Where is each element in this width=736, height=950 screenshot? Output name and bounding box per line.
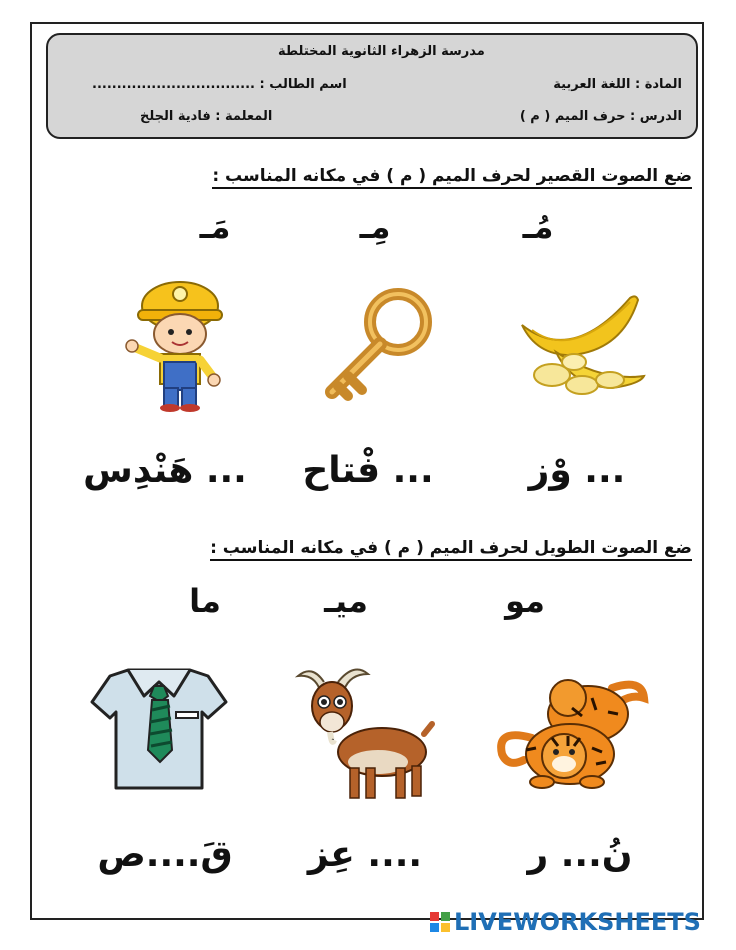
long-vowel-word-goat: .... عِز: [307, 834, 423, 875]
short-vowel-word-engineer: ... هَنْدِس: [83, 450, 247, 491]
shirt-icon: [88, 662, 230, 792]
liveworksheets-logo-icon: [430, 912, 450, 932]
long-vowel-option-waw[interactable]: مو: [505, 582, 545, 620]
section2-instruction: ضع الصوت الطويل لحرف الميم ( م ) في مكانه المناسب :: [210, 538, 692, 561]
long-vowel-word-shirt: قَ....ص: [97, 834, 233, 875]
teacher-label: المعلمة : فادية الجلخ: [140, 109, 273, 124]
student-name-field[interactable]: اسم الطالب : .................................: [92, 77, 347, 92]
short-vowel-option-damma[interactable]: مُـ: [522, 208, 554, 246]
section1-instruction: ضع الصوت القصير لحرف الميم ( م ) في مكانه المناسب :: [212, 166, 692, 189]
short-vowel-word-banana: ... وْز: [528, 450, 626, 491]
long-vowel-option-alif[interactable]: ما: [189, 582, 221, 620]
subject-label: المادة : اللغة العربية: [553, 77, 682, 92]
tiger-icon: [492, 668, 652, 792]
short-vowel-option-kasra[interactable]: مِـ: [359, 208, 391, 246]
banana-icon: [512, 290, 652, 400]
liveworksheets-brand[interactable]: [430, 908, 701, 936]
brand-text: LIVEWORKSHEETS: [454, 908, 701, 936]
worksheet-header: [46, 33, 698, 139]
long-vowel-word-tiger: نُ... ر: [527, 834, 633, 875]
long-vowel-option-ya[interactable]: ميـ: [324, 582, 368, 620]
short-vowel-option-fatha[interactable]: مَـ: [199, 208, 231, 246]
key-icon: [318, 288, 433, 406]
engineer-icon: [124, 276, 232, 412]
goat-icon: [294, 660, 436, 804]
lesson-label: الدرس : حرف الميم ( م ): [519, 109, 682, 124]
short-vowel-word-key: ... فْتاح: [302, 450, 434, 491]
school-name: مدرسة الزهراء الثانوية المختلطة: [278, 44, 485, 59]
